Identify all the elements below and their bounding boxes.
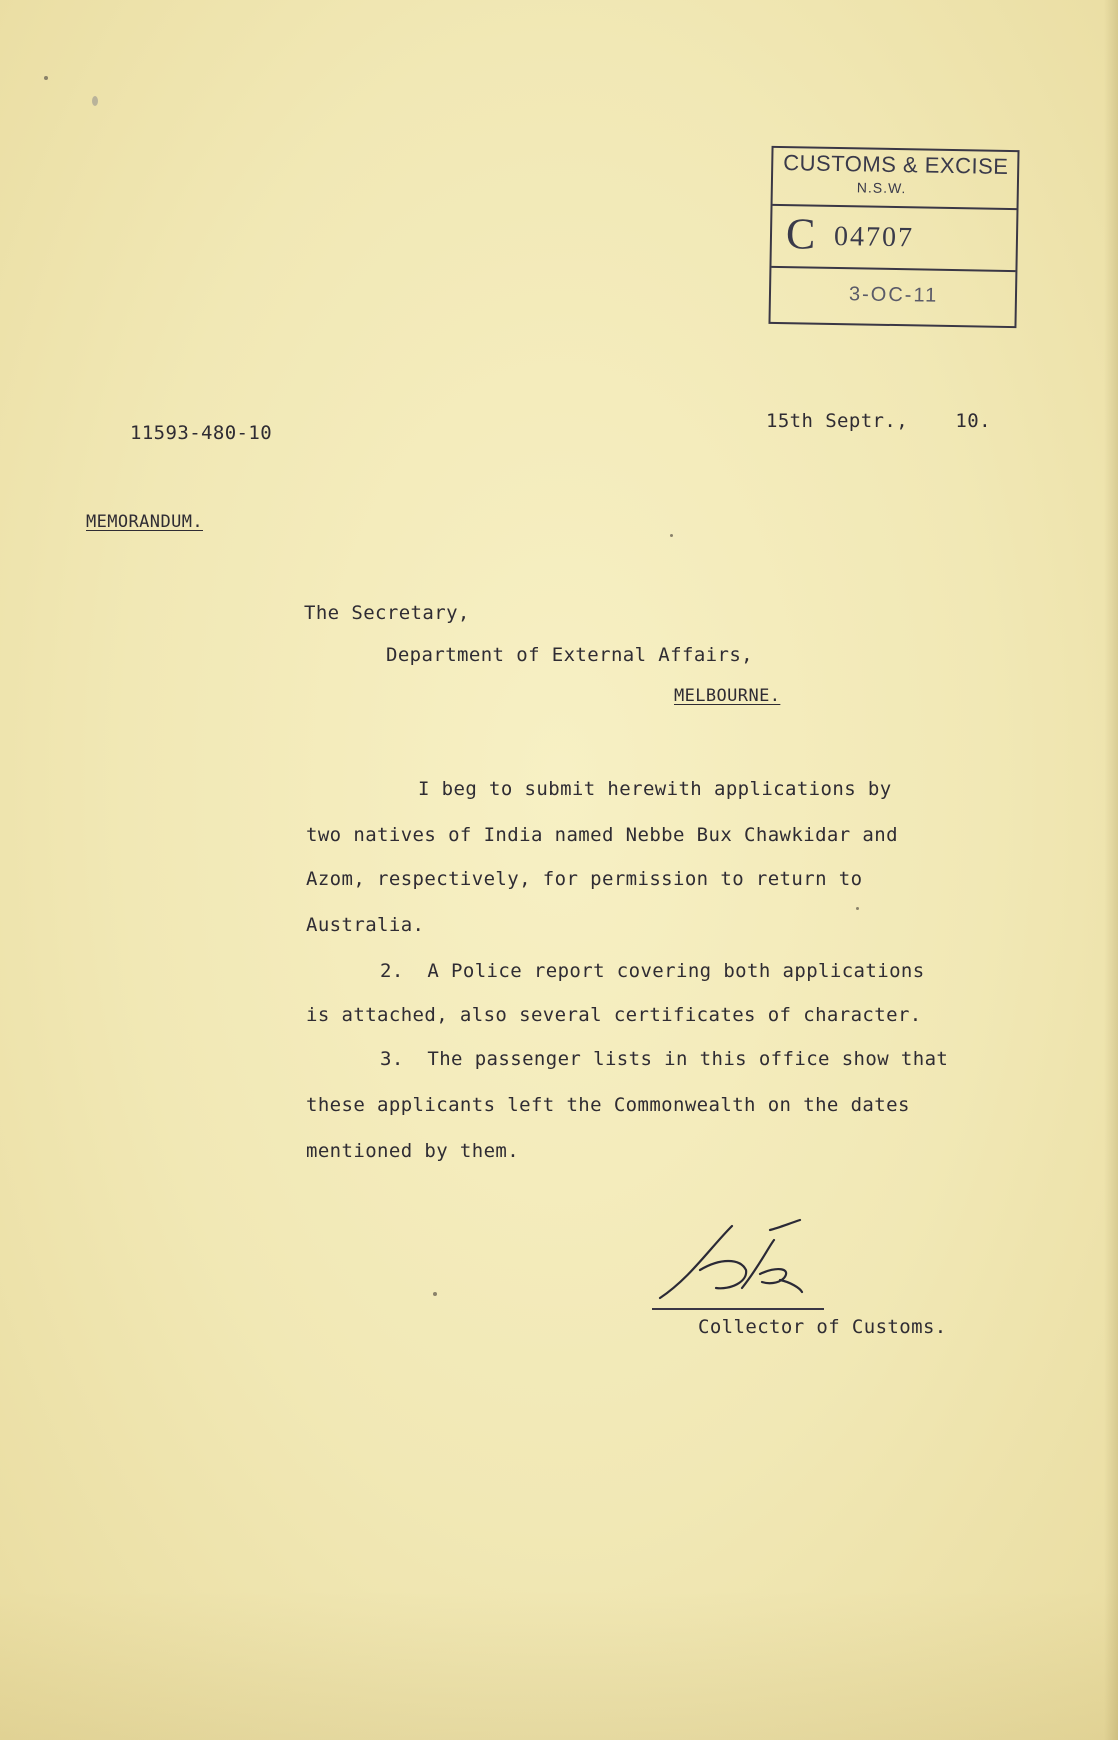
body-p3-line-3: mentioned by them.: [306, 1140, 520, 1162]
stamp-number: 04707: [833, 220, 915, 254]
body-p2-line-2: is attached, also several certificates of character.: [306, 1004, 922, 1026]
body-p1-line-3: Azom, respectively, for permission to return to: [306, 868, 863, 890]
signoff-title: Collector of Customs.: [698, 1316, 947, 1338]
paper-speck: [856, 907, 859, 910]
customs-stamp: [768, 146, 1019, 328]
body-p1-line-2: two natives of India named Nebbe Bux Chawkidar and: [306, 824, 898, 846]
address-line-3: MELBOURNE.: [674, 686, 781, 706]
stamp-header: [773, 148, 1018, 210]
body-p3-line-2: these applicants left the Commonwealth on the dates: [306, 1094, 910, 1116]
paper-speck: [92, 96, 98, 106]
document-date: 15th Septr., 10.: [766, 410, 991, 432]
signature-rule: [652, 1308, 824, 1310]
paper-speck: [433, 1292, 437, 1296]
stamp-number-row: [771, 206, 1016, 272]
stamp-date: 3-OC-11: [848, 283, 939, 307]
handwritten-signature: [650, 1218, 870, 1308]
stamp-title: CUSTOMS & EXCISE: [783, 150, 1009, 179]
memo-label: MEMORANDUM.: [86, 512, 203, 532]
reference-number: 11593-480-10: [130, 422, 273, 444]
stamp-letter: C: [785, 209, 816, 259]
paper-speck: [44, 76, 48, 80]
page-edge-shadow: [1104, 0, 1118, 1740]
address-line-2: Department of External Affairs,: [386, 644, 754, 666]
address-line-1: The Secretary,: [304, 602, 470, 624]
body-p2-line-1: 2. A Police report covering both applications: [380, 960, 925, 982]
body-p1-line-1: I beg to submit herewith applications by: [418, 778, 892, 800]
body-p3-line-1: 3. The passenger lists in this office show that: [380, 1048, 949, 1070]
stamp-date-row: [771, 268, 1016, 326]
paper-speck: [670, 534, 673, 537]
stamp-state: N.S.W.: [856, 179, 907, 197]
body-p1-line-4: Australia.: [306, 914, 425, 936]
